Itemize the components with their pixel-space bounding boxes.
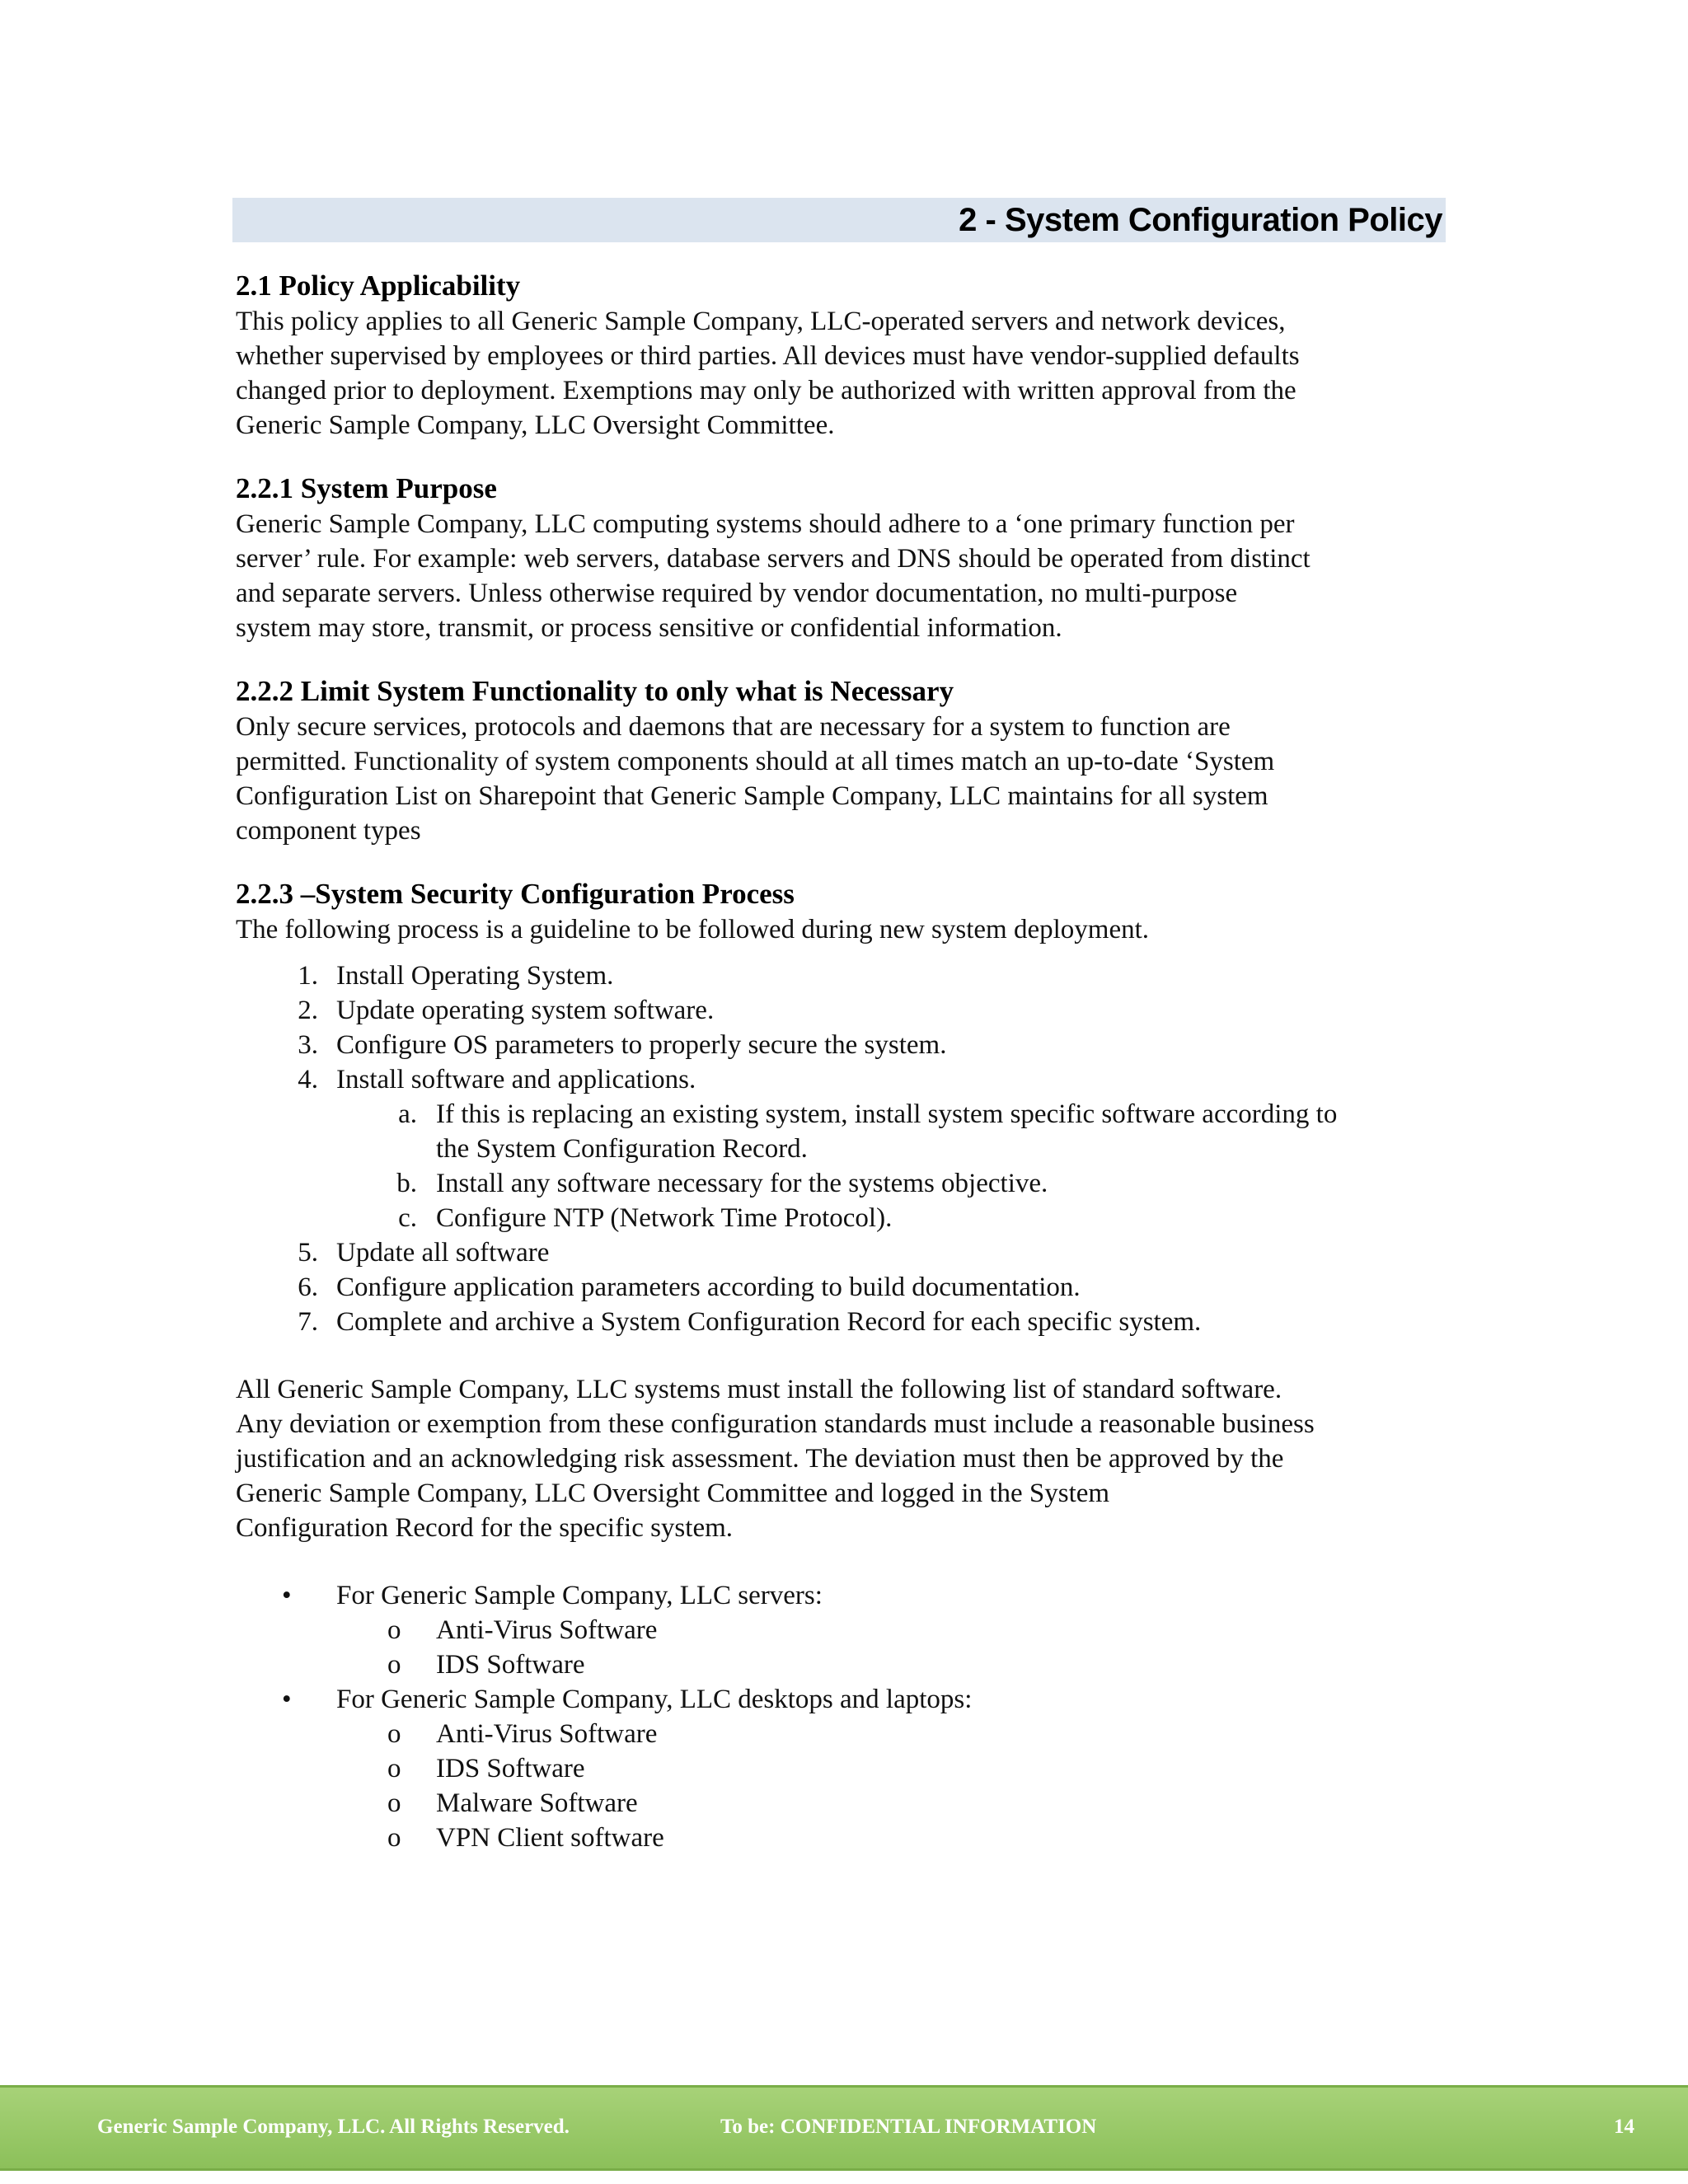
- list-item: o Anti-Virus Software: [336, 1717, 1447, 1751]
- paragraph-line: Configuration Record for the specific system.: [236, 1513, 734, 1543]
- list-item: 7. Complete and archive a System Configuration Record for each specific system.: [298, 1307, 1202, 1337]
- standard-software-paragraph: [236, 1372, 1447, 1545]
- footer-copyright: Generic Sample Company, LLC. All Rights Reserved.: [97, 2116, 570, 2138]
- paragraph-line: justification and an acknowledging risk assessment. The deviation must then be approved by the: [236, 1444, 1284, 1474]
- list-item: 3. Configure OS parameters to properly secure the system.: [298, 1030, 947, 1060]
- list-item: o IDS Software: [336, 1647, 1447, 1682]
- section-line: Only secure services, protocols and daemons that are necessary for a system to function are: [236, 712, 1231, 742]
- list-item: 4. Install software and applications.: [298, 1065, 696, 1094]
- software-sublist: [336, 1717, 1447, 1855]
- section-line: changed prior to deployment. Exemptions may only be authorized with written approval from the: [236, 376, 1296, 405]
- chapter-heading: 2 - System Configuration Policy: [959, 202, 1442, 238]
- list-item: • For Generic Sample Company, LLC servers: o Anti-Virus Software o IDS Software: [236, 1578, 1447, 1682]
- list-item: c. Configure NTP (Network Time Protocol).: [398, 1203, 893, 1233]
- circle-bullet-icon: o: [387, 1719, 401, 1749]
- section-line: whether supervised by employees or third parties. All devices must have vendor-supplied defaults: [236, 341, 1300, 371]
- circle-bullet-icon: o: [387, 1823, 401, 1853]
- list-item: 2. Update operating system software.: [298, 996, 715, 1025]
- bullet-icon: •: [282, 1581, 292, 1610]
- section-limit-functionality: [236, 673, 1447, 848]
- circle-bullet-icon: o: [387, 1788, 401, 1818]
- chapter-heading-band: [232, 198, 1446, 242]
- bullet-icon: •: [282, 1685, 292, 1714]
- section-title: 2.2.3 –System Security Configuration Process: [236, 878, 795, 910]
- section-line: component types: [236, 816, 421, 846]
- circle-bullet-icon: o: [387, 1615, 401, 1645]
- section-title: 2.2.1 System Purpose: [236, 472, 497, 504]
- list-item: 6. Configure application parameters according to build documentation.: [298, 1272, 1081, 1302]
- circle-bullet-icon: o: [387, 1754, 401, 1783]
- section-line: and separate servers. Unless otherwise required by vendor documentation, no multi-purpose: [236, 579, 1238, 608]
- list-item: o VPN Client software: [336, 1821, 1447, 1855]
- footer-classification: To be: CONFIDENTIAL INFORMATION: [720, 2116, 1097, 2138]
- page-footer: [0, 2085, 1688, 2171]
- section-line: server’ rule. For example: web servers, database servers and DNS should be operated from distinct: [236, 544, 1311, 574]
- section-title: 2.2.2 Limit System Functionality to only what is Necessary: [236, 675, 954, 707]
- software-sublist: [336, 1613, 1447, 1682]
- paragraph-line: Generic Sample Company, LLC Oversight Committee and logged in the System: [236, 1479, 1110, 1508]
- paragraph-line: Any deviation or exemption from these configuration standards must include a reasonable business: [236, 1409, 1315, 1439]
- list-item: • For Generic Sample Company, LLC desktops and laptops: o Anti-Virus Software o IDS Software o Malware Software o VPN Client software: [236, 1682, 1447, 1855]
- section-title: 2.1 Policy Applicability: [236, 269, 521, 302]
- section-line: permitted. Functionality of system components should at all times match an up-to-date ‘System: [236, 747, 1275, 776]
- section-line: The following process is a guideline to be followed during new system deployment.: [236, 915, 1150, 944]
- section-line: system may store, transmit, or process sensitive or confidential information.: [236, 613, 1062, 643]
- list-item: o IDS Software: [336, 1751, 1447, 1786]
- deployment-steps-list: [236, 958, 1447, 1339]
- section-line: Configuration List on Sharepoint that Generic Sample Company, LLC maintains for all system: [236, 781, 1268, 811]
- section-policy-applicability: [236, 268, 1447, 443]
- paragraph-line: All Generic Sample Company, LLC systems must install the following list of standard software.: [236, 1375, 1282, 1404]
- section-line: Generic Sample Company, LLC computing systems should adhere to a ‘one primary function per: [236, 509, 1295, 539]
- list-item: 5. Update all software: [298, 1238, 550, 1268]
- section-system-purpose: [236, 471, 1447, 645]
- section-security-configuration-process: [236, 876, 1447, 947]
- list-item: b. Install any software necessary for the systems objective.: [396, 1169, 1048, 1198]
- list-item: o Anti-Virus Software: [336, 1613, 1447, 1647]
- section-line: Generic Sample Company, LLC Oversight Committee.: [236, 410, 835, 440]
- list-item: o Malware Software: [336, 1786, 1447, 1821]
- footer-page-number: 14: [1614, 2116, 1634, 2138]
- list-item: a. If this is replacing an existing system, install system specific software according to the System Configuration Record.: [398, 1099, 1338, 1164]
- page-content: [236, 268, 1447, 1855]
- list-item: 1. Install Operating System.: [298, 961, 614, 991]
- standard-software-list: [236, 1578, 1447, 1855]
- circle-bullet-icon: o: [387, 1650, 401, 1680]
- section-line: This policy applies to all Generic Sample Company, LLC-operated servers and network devices,: [236, 307, 1286, 336]
